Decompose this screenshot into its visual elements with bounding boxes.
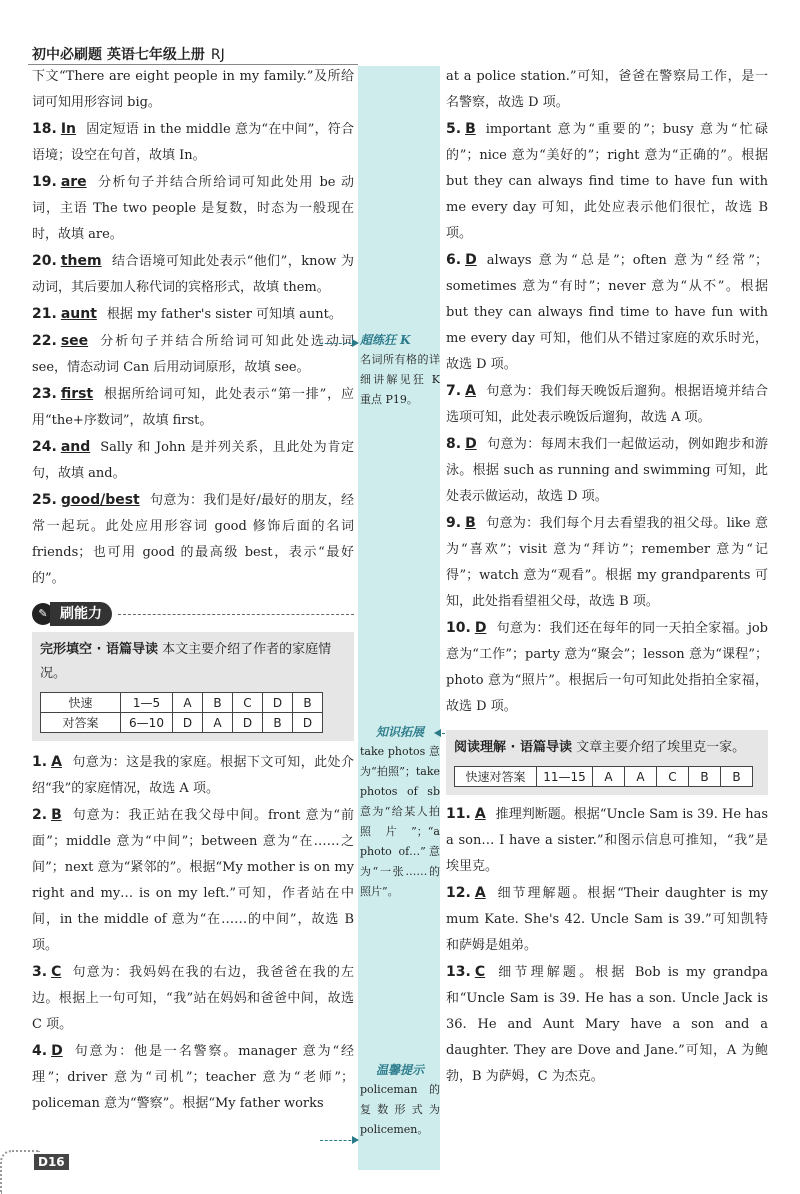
answer-item-4 — [32, 1038, 354, 1117]
item-number: 10. — [446, 620, 471, 636]
item-explanation: 根据所给词可知，此处表示“第一排”，应用“the+序数词”，故填 first。 — [32, 387, 354, 428]
cloze-title: 完形填空 · 语篇导读 — [40, 642, 158, 657]
table-cell: A — [173, 693, 203, 713]
reading-summary-box — [446, 730, 768, 795]
left-column — [32, 64, 354, 1117]
item-answer: D — [465, 252, 477, 268]
cloze-answer-table — [40, 692, 323, 733]
cloze-summary-box — [32, 632, 354, 741]
page-number: D16 — [34, 1154, 69, 1170]
table-head: 快速 — [41, 693, 121, 713]
item-answer: C — [51, 964, 62, 980]
item-answer: D — [474, 620, 487, 636]
answer-item-2 — [32, 802, 354, 959]
side-note-title: 温馨提示 — [375, 1063, 424, 1077]
table-cell: D — [233, 713, 263, 733]
side-note-title: 超练狂 K — [360, 333, 411, 347]
right-column — [446, 64, 768, 1090]
sidebar-strip — [358, 66, 440, 1170]
item-explanation: 分析句子并结合所给词可知此处选动词 see，情态动词 Can 后用动词原形，故填 see。 — [32, 334, 354, 375]
answer-item-1 — [32, 749, 354, 802]
item-answer: and — [60, 439, 91, 455]
item-explanation: 分析句子并结合所给词可知此处用 be 动词，主语 The two people 是复数，时态为一般现在时，故填 are。 — [32, 175, 354, 242]
answer-item-18 — [32, 116, 354, 169]
answer-item-3 — [32, 959, 354, 1038]
item-explanation: 固定短语 in the middle 意为“在中间”，符合语境；设空在句首，故填 In。 — [32, 122, 354, 163]
item-answer: C — [474, 964, 486, 980]
answer-item-23 — [32, 381, 354, 434]
left-intro: 下文“There are eight people in my family.”及所给词可知用形容词 big。 — [32, 69, 354, 110]
answer-item-20 — [32, 248, 354, 301]
item-number: 6. — [446, 252, 462, 268]
item-number: 13. — [446, 964, 471, 980]
table-head: 快速对答案 — [455, 767, 537, 787]
pointer-line — [320, 1140, 356, 1141]
item-answer: D — [51, 1043, 63, 1059]
pointer-line — [320, 343, 356, 344]
side-note-tip — [360, 1060, 440, 1140]
table-cell: A — [203, 713, 233, 733]
table-cell: B — [721, 767, 753, 787]
item-explanation: 句意为：每周末我们一起做运动，例如跑步和游泳。根据 such as running and swimming 可知，此处表示做运动，故选 D 项。 — [446, 437, 768, 504]
answer-item-13 — [446, 959, 768, 1090]
answer-item-9 — [446, 510, 768, 615]
item-answer: B — [51, 807, 62, 823]
edition-label: RJ — [210, 47, 225, 63]
item-explanation: 句意为：我们是好/最好的朋友，经常一起玩。此处应用形容词 good 修饰后面的名词 friends；也可用 good 的最高级 best，表示“最好的”。 — [32, 493, 354, 586]
item-answer: them — [60, 253, 102, 269]
table-cell: B — [203, 693, 233, 713]
item-number: 9. — [446, 515, 462, 531]
page-header — [32, 44, 225, 64]
reading-title: 阅读理解 · 语篇导读 — [454, 740, 572, 755]
table-cell: B — [263, 713, 293, 733]
item-number: 18. — [32, 121, 57, 137]
side-note-title: 知识拓展 — [375, 725, 424, 739]
table-cell: C — [233, 693, 263, 713]
item-number: 11. — [446, 806, 471, 822]
reading-title-line — [454, 736, 760, 760]
item-answer: A — [465, 383, 476, 399]
item-answer: A — [474, 885, 486, 901]
item-explanation: 细节理解题。根据 Bob is my grandpa 和“Uncle Sam is 39. He has a son. Uncle Jack is 36. He and Aunt Mary have a son and a daughter. They are Dove and Jane.”可知，A 为鲍勃，B 为萨姆，C 为杰克。 — [446, 965, 768, 1084]
item-explanation: 结合语境可知此处表示“他们”，know 为动词，其后要加人称代词的宾格形式，故填 them。 — [32, 254, 354, 295]
table-range: 1—5 — [121, 693, 173, 713]
cloze-title-line — [40, 638, 346, 686]
item-answer: good/best — [60, 492, 140, 508]
pointer-arrow-icon — [352, 1136, 359, 1144]
answer-item-19 — [32, 169, 354, 248]
cloze-desc: 本文主要介绍了作者的家庭情况。 — [40, 642, 332, 681]
item-answer: D — [465, 436, 477, 452]
side-note-text: policeman 的复数形式为 policemen。 — [360, 1083, 440, 1136]
item-number: 12. — [446, 885, 471, 901]
item-explanation: 句意为：我们每个月去看望我的祖父母。like 意为“喜欢”；visit 意为“拜访”；remember 意为“记得”；watch 意为“观看”。根据 my grandparents 可知，此处指看望祖父母，故选 B 项。 — [446, 516, 768, 609]
side-note-k — [360, 330, 440, 410]
item-number: 21. — [32, 306, 57, 322]
item-explanation: 句意为：我妈妈在我的右边，我爸爸在我的左边。根据上一句可知，“我”站在妈妈和爸爸中间，故选 C 项。 — [32, 965, 354, 1032]
item-number: 4. — [32, 1043, 48, 1059]
answer-item-7 — [446, 378, 768, 431]
section-label: 刷能力 — [50, 602, 112, 626]
table-row — [41, 713, 323, 733]
right-intro: at a police station.”可知，爸爸在警察局工作，是一名警察，故选 D 项。 — [446, 69, 768, 110]
item-number: 2. — [32, 807, 48, 823]
item-number: 8. — [446, 436, 462, 452]
item-number: 5. — [446, 121, 462, 137]
section-icon: ✎ — [32, 603, 54, 625]
item-number: 23. — [32, 386, 57, 402]
answer-item-25 — [32, 487, 354, 592]
table-cell: A — [625, 767, 657, 787]
table-cell: B — [293, 693, 323, 713]
table-row — [455, 767, 753, 787]
item-explanation: Sally 和 John 是并列关系，且此处为肯定句，故填 and。 — [32, 440, 354, 481]
answer-item-21 — [32, 301, 354, 328]
item-number: 19. — [32, 174, 57, 190]
item-answer: B — [465, 121, 476, 137]
side-note-text: 名词所有格的详细讲解见狂 K 重点 P19。 — [360, 353, 440, 406]
item-number: 3. — [32, 964, 48, 980]
answer-item-12 — [446, 880, 768, 959]
item-explanation: 根据 my father's sister 可知填 aunt。 — [106, 307, 342, 322]
item-explanation: 句意为：他是一名警察。manager 意为“经理”；driver 意为“司机”；teacher 意为“老师”；policeman 意为“警察”。根据“My father works — [32, 1044, 354, 1111]
item-number: 22. — [32, 333, 57, 349]
item-answer: B — [465, 515, 476, 531]
item-answer: are — [60, 174, 87, 190]
item-explanation: 推理判断题。根据“Uncle Sam is 39. He has a son… I have a sister.”和图示信息可推知，“我”是埃里克。 — [446, 807, 768, 874]
answer-item-8 — [446, 431, 768, 510]
item-explanation: important 意为“重要的”；busy 意为“忙碌的”；nice 意为“美好的”；right 意为“正确的”。根据 but they can always find time to have fun with me every day 可知，此处应表示他们很忙，故选 B 项。 — [446, 122, 768, 241]
item-explanation: 句意为：我正站在我父母中间。front 意为“前面”；middle 意为“中间”；between 意为“在……之间”；next 意为“紧邻的”。根据“My mother is on my right and my… is on my left.”可知，作者站在中间，in the middle of 意为“在……的中间”，故选 B 项。 — [32, 808, 354, 953]
item-answer: In — [60, 121, 76, 137]
item-answer: aunt — [60, 306, 97, 322]
table-range: 6—10 — [121, 713, 173, 733]
table-cell: C — [657, 767, 689, 787]
section-rule — [118, 614, 354, 615]
answer-item-11 — [446, 801, 768, 880]
table-row — [41, 693, 323, 713]
item-number: 7. — [446, 383, 462, 399]
reading-desc: 文章主要介绍了埃里克一家。 — [576, 740, 746, 755]
section-tag — [32, 602, 354, 626]
pointer-arrow-icon — [434, 729, 441, 737]
item-number: 25. — [32, 492, 57, 508]
item-answer: first — [60, 386, 94, 402]
table-range: 11—15 — [537, 767, 593, 787]
answer-item-10 — [446, 615, 768, 720]
item-explanation: 句意为：我们还在每年的同一天拍全家福。job 意为“工作”；party 意为“聚会”；lesson 意为“课程”；photo 意为“照片”。根据后一句可知此处指拍全家福，故选 D 项。 — [446, 621, 768, 714]
item-number: 20. — [32, 253, 57, 269]
table-cell: B — [689, 767, 721, 787]
item-answer: see — [60, 333, 89, 349]
table-cell: A — [593, 767, 625, 787]
side-note-text: take photos 意为“拍照”；take photos of sb 意为“给某人拍照片”；“a photo of…”意为“一张……的照片”。 — [360, 745, 440, 898]
item-explanation: 句意为：这是我的家庭。根据下文可知，此处介绍“我”的家庭情况，故选 A 项。 — [32, 755, 354, 796]
pointer-arrow-icon — [352, 339, 359, 347]
item-number: 24. — [32, 439, 57, 455]
side-note-expand — [360, 722, 440, 902]
table-cell: D — [173, 713, 203, 733]
book-title: 初中必刷题 英语七年级上册 — [32, 47, 205, 63]
answer-item-6 — [446, 247, 768, 378]
item-answer: A — [51, 754, 62, 770]
answer-item-22 — [32, 328, 354, 381]
item-number: 1. — [32, 754, 48, 770]
table-cell: D — [293, 713, 323, 733]
answer-item-5 — [446, 116, 768, 247]
table-cell: D — [263, 693, 293, 713]
table-head: 对答案 — [41, 713, 121, 733]
item-explanation: 细节理解题。根据“Their daughter is my mum Kate. She's 42. Uncle Sam is 39.”可知凯特和萨姆是姐弟。 — [446, 886, 768, 953]
item-explanation: 句意为：我们每天晚饭后遛狗。根据语境并结合选项可知，此处表示晚饭后遛狗，故选 A 项。 — [446, 384, 768, 425]
item-explanation: always 意为“总是”；often 意为“经常”；sometimes 意为“有时”；never 意为“从不”。根据 but they can always find time to have fun with me every day 可知，他们从不错过家庭的欢乐时光，故选 D 项。 — [446, 253, 768, 372]
answer-item-24 — [32, 434, 354, 487]
reading-answer-table — [454, 766, 753, 787]
item-answer: A — [474, 806, 486, 822]
